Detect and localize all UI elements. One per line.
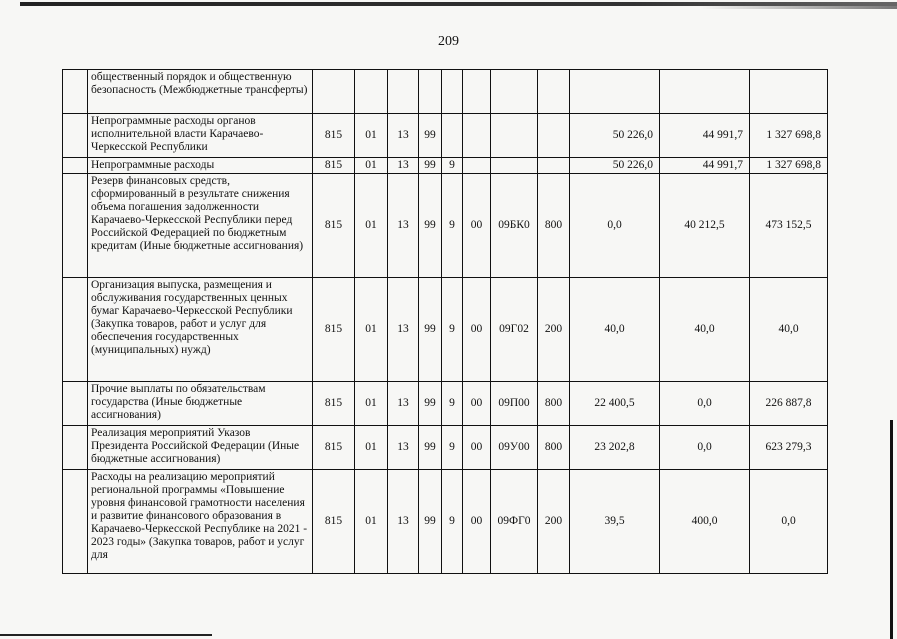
section-code-cell: 01 xyxy=(355,470,388,574)
amount-year-3-cell: 1 327 698,8 xyxy=(750,158,828,174)
row-number-cell xyxy=(63,158,88,174)
amount-year-1-cell: 50 226,0 xyxy=(570,158,660,174)
amount-year-1-cell: 39,5 xyxy=(570,470,660,574)
target-code-2-cell: 9 xyxy=(442,382,463,426)
row-number-cell xyxy=(63,114,88,158)
row-number-cell xyxy=(63,470,88,574)
amount-year-2-cell: 40 212,5 xyxy=(660,174,750,278)
target-code-3-cell xyxy=(463,70,491,114)
amount-year-1-cell: 23 202,8 xyxy=(570,426,660,470)
target-code-1-cell: 99 xyxy=(419,174,442,278)
subsection-code-cell: 13 xyxy=(388,158,419,174)
target-code-4-cell xyxy=(491,114,538,158)
scan-edge-top-shadow xyxy=(700,6,897,9)
expense-type-cell: 200 xyxy=(538,470,570,574)
description-cell: Расходы на реализацию мероприятий региональной программы «Повышение уровня финансовой грамотности населения и развитие финансового образования в Карачаево-Черкесской Республике на 2021 - 2023 годы» (Закупка товаров, работ и услуг для xyxy=(88,470,313,574)
target-code-3-cell xyxy=(463,114,491,158)
amount-year-3-cell: 473 152,5 xyxy=(750,174,828,278)
target-code-1-cell xyxy=(419,70,442,114)
amount-year-2-cell xyxy=(660,70,750,114)
description-cell: Резерв финансовых средств, сформированный в результате снижения объема погашения задолженности Карачаево-Черкесской Республики перед Российской Федерацией по бюджетным кредитам (Иные бюджетные ассигнования) xyxy=(88,174,313,278)
expense-type-cell: 800 xyxy=(538,382,570,426)
amount-year-3-cell: 226 887,8 xyxy=(750,382,828,426)
table-row xyxy=(63,70,828,114)
target-code-4-cell xyxy=(491,158,538,174)
amount-year-1-cell: 0,0 xyxy=(570,174,660,278)
target-code-4-cell: 09У00 xyxy=(491,426,538,470)
amount-year-2-cell: 44 991,7 xyxy=(660,114,750,158)
target-code-2-cell: 9 xyxy=(442,470,463,574)
subsection-code-cell: 13 xyxy=(388,426,419,470)
amount-year-2-cell: 40,0 xyxy=(660,278,750,382)
target-code-3-cell: 00 xyxy=(463,174,491,278)
row-number-cell xyxy=(63,278,88,382)
row-number-cell xyxy=(63,174,88,278)
target-code-4-cell: 09Г02 xyxy=(491,278,538,382)
description-cell: Организация выпуска, размещения и обслуживания государственных ценных бумаг Карачаево-Черкесской Республики (Закупка товаров, работ и услуг для обеспечения государственных (муниципальных) нужд) xyxy=(88,278,313,382)
target-code-4-cell: 09П00 xyxy=(491,382,538,426)
target-code-4-cell xyxy=(491,70,538,114)
amount-year-3-cell: 623 279,3 xyxy=(750,426,828,470)
description-cell: Непрограммные расходы органов исполнительной власти Карачаево-Черкесской Республики xyxy=(88,114,313,158)
section-code-cell: 01 xyxy=(355,278,388,382)
expense-type-cell: 800 xyxy=(538,174,570,278)
target-code-1-cell: 99 xyxy=(419,382,442,426)
amount-year-2-cell: 0,0 xyxy=(660,426,750,470)
expense-type-cell xyxy=(538,114,570,158)
target-code-3-cell: 00 xyxy=(463,382,491,426)
target-code-4-cell: 09ФГ0 xyxy=(491,470,538,574)
description-cell: общественный порядок и общественную безопасность (Межбюджетные трансферты) xyxy=(88,70,313,114)
target-code-1-cell: 99 xyxy=(419,426,442,470)
subsection-code-cell: 13 xyxy=(388,278,419,382)
amount-year-1-cell: 40,0 xyxy=(570,278,660,382)
target-code-3-cell xyxy=(463,158,491,174)
admin-code-cell: 815 xyxy=(313,278,355,382)
table-row xyxy=(63,382,828,426)
table-row xyxy=(63,470,828,574)
subsection-code-cell: 13 xyxy=(388,470,419,574)
expense-type-cell xyxy=(538,158,570,174)
admin-code-cell: 815 xyxy=(313,470,355,574)
target-code-3-cell: 00 xyxy=(463,278,491,382)
section-code-cell xyxy=(355,70,388,114)
budget-table xyxy=(62,69,828,574)
amount-year-3-cell xyxy=(750,70,828,114)
target-code-1-cell: 99 xyxy=(419,114,442,158)
target-code-2-cell xyxy=(442,114,463,158)
subsection-code-cell: 13 xyxy=(388,174,419,278)
section-code-cell: 01 xyxy=(355,114,388,158)
table-row xyxy=(63,158,828,174)
subsection-code-cell: 13 xyxy=(388,382,419,426)
section-code-cell: 01 xyxy=(355,174,388,278)
target-code-1-cell: 99 xyxy=(419,278,442,382)
table-row xyxy=(63,278,828,382)
expense-type-cell: 800 xyxy=(538,426,570,470)
amount-year-1-cell: 22 400,5 xyxy=(570,382,660,426)
expense-type-cell xyxy=(538,70,570,114)
table-row xyxy=(63,426,828,470)
target-code-2-cell: 9 xyxy=(442,278,463,382)
target-code-1-cell: 99 xyxy=(419,158,442,174)
amount-year-1-cell xyxy=(570,70,660,114)
amount-year-2-cell: 400,0 xyxy=(660,470,750,574)
target-code-4-cell: 09БК0 xyxy=(491,174,538,278)
section-code-cell: 01 xyxy=(355,426,388,470)
admin-code-cell xyxy=(313,70,355,114)
target-code-2-cell: 9 xyxy=(442,158,463,174)
amount-year-3-cell: 1 327 698,8 xyxy=(750,114,828,158)
amount-year-3-cell: 0,0 xyxy=(750,470,828,574)
page-number: 209 xyxy=(438,34,459,49)
table-row xyxy=(63,174,828,278)
target-code-3-cell: 00 xyxy=(463,426,491,470)
target-code-2-cell: 9 xyxy=(442,174,463,278)
section-code-cell: 01 xyxy=(355,382,388,426)
admin-code-cell: 815 xyxy=(313,114,355,158)
row-number-cell xyxy=(63,382,88,426)
section-code-cell: 01 xyxy=(355,158,388,174)
row-number-cell xyxy=(63,70,88,114)
scan-edge-bottom xyxy=(0,634,212,636)
admin-code-cell: 815 xyxy=(313,382,355,426)
row-number-cell xyxy=(63,426,88,470)
admin-code-cell: 815 xyxy=(313,174,355,278)
admin-code-cell: 815 xyxy=(313,426,355,470)
target-code-1-cell: 99 xyxy=(419,470,442,574)
amount-year-2-cell: 0,0 xyxy=(660,382,750,426)
target-code-2-cell: 9 xyxy=(442,426,463,470)
subsection-code-cell xyxy=(388,70,419,114)
expense-type-cell: 200 xyxy=(538,278,570,382)
scan-edge-right xyxy=(890,420,893,639)
description-cell: Непрограммные расходы xyxy=(88,158,313,174)
target-code-2-cell xyxy=(442,70,463,114)
description-cell: Реализация мероприятий Указов Президента Российской Федерации (Иные бюджетные ассигнования) xyxy=(88,426,313,470)
subsection-code-cell: 13 xyxy=(388,114,419,158)
target-code-3-cell: 00 xyxy=(463,470,491,574)
amount-year-3-cell: 40,0 xyxy=(750,278,828,382)
amount-year-1-cell: 50 226,0 xyxy=(570,114,660,158)
admin-code-cell: 815 xyxy=(313,158,355,174)
table-row xyxy=(63,114,828,158)
description-cell: Прочие выплаты по обязательствам государства (Иные бюджетные ассигнования) xyxy=(88,382,313,426)
amount-year-2-cell: 44 991,7 xyxy=(660,158,750,174)
